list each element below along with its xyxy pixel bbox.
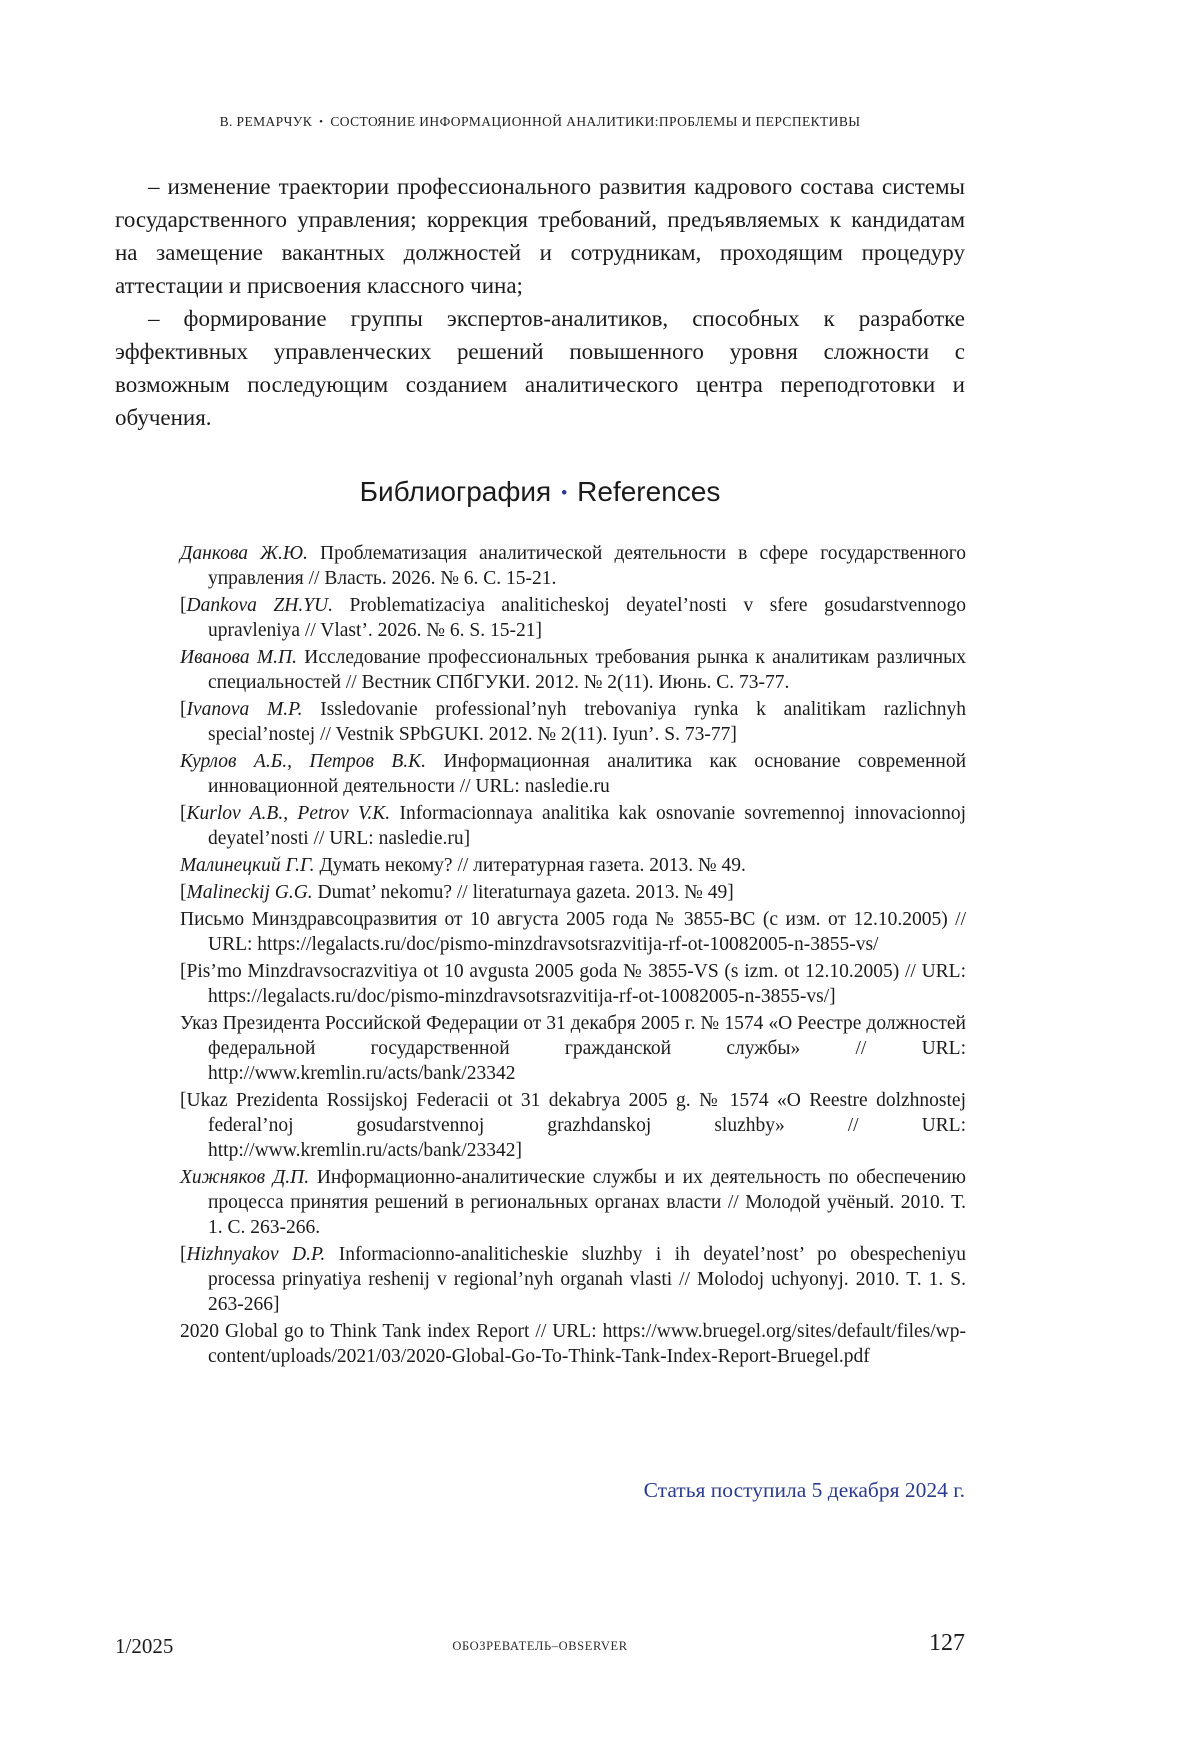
- body-paragraph-2: – формирование группы экспертов-аналитиков, способных к разработке эффективных управленческих решений повышенного уровня сложности с возможным последующим созданием аналитического центра переподготовки и обучения.: [115, 306, 965, 430]
- heading-bullet-icon: •: [561, 483, 568, 502]
- bibliography-entry: Письмо Минздравсоцразвития от 10 августа 2005 года № 3855-ВС (с изм. от 12.10.2005) // URL: https://legalacts.ru/doc/pismo-minzdravsotsrazvitija-rf-ot-10082005-n-3855-vs/: [180, 909, 966, 955]
- bibliography-entry: [Dankova ZH.YU. Problematizaciya analiticheskoj deyatel’nosti v sfere gosudarstvennogo upravleniya // Vlast’. 2026. № 6. S. 15-21]: [180, 595, 966, 641]
- bibliography-list: [180, 541, 966, 1371]
- bibliography-entry: Курлов А.Б., Петров В.К. Информационная аналитика как основание современной инновационной деятельности // URL: nasledie.ru: [180, 751, 967, 797]
- bibliography-entry-author: Данкова Ж.Ю.: [180, 543, 308, 564]
- bibliography-heading-ru: Библиография: [359, 476, 552, 507]
- bibliography-entry: [Malineckij G.G. Dumat’ nekomu? // literaturnaya gazeta. 2013. № 49]: [180, 882, 734, 903]
- bibliography-heading-en: References: [577, 476, 721, 507]
- running-header: [115, 114, 965, 130]
- running-header-title: СОСТОЯНИЕ ИНФОРМАЦИОННОЙ АНАЛИТИКИ:ПРОБЛЕМЫ И ПЕРСПЕКТИВЫ: [330, 114, 861, 129]
- received-note: Статья поступила 5 декабря 2024 г.: [643, 1478, 965, 1502]
- bibliography-entry-author: Kurlov A.B., Petrov V.K.: [186, 803, 391, 824]
- bibliography-heading: [115, 476, 965, 508]
- bibliography-entry-author: Malineckij G.G.: [186, 882, 313, 903]
- bibliography-entry: Малинецкий Г.Г. Думать некому? // литературная газета. 2013. № 49.: [180, 855, 746, 876]
- bibliography-entry-author: Dankova ZH.YU.: [186, 595, 334, 616]
- bibliography-entry-author: Малинецкий Г.Г.: [180, 855, 315, 876]
- bibliography-entry-author: Хижняков Д.П.: [180, 1167, 310, 1188]
- running-header-author: В. РЕМАРЧУК: [219, 114, 313, 129]
- bibliography-entry: [Ukaz Prezidenta Rossijskoj Federacii ot 31 dekabrya 2005 g. № 1574 «O Reestre dolzhnostej federal’noj gosudarstvennoj grazhdanskoj sluzhby» // URL: http://www.kremlin.ru/acts/bank/23342]: [180, 1090, 966, 1161]
- footer-page-number: 127: [929, 1630, 965, 1656]
- bibliography-entry: Данкова Ж.Ю. Проблематизация аналитической деятельности в сфере государственного управления // Власть. 2026. № 6. С. 15-21.: [180, 543, 966, 589]
- bibliography-entry-author: Иванова М.П.: [180, 647, 298, 668]
- bibliography-entry-author: Ivanova M.P.: [186, 699, 303, 720]
- bibliography-entry: Указ Президента Российской Федерации от 31 декабря 2005 г. № 1574 «О Реестре должностей федеральной государственной гражданской службы» // URL: http://www.kremlin.ru/acts/bank/23342: [180, 1013, 966, 1084]
- running-header-bullet-icon: •: [319, 116, 324, 128]
- article-body: [115, 170, 965, 434]
- footer-issue-number: 1/2025: [115, 1634, 174, 1658]
- page-footer: [115, 1630, 965, 1670]
- bibliography-entry: Иванова М.П. Исследование профессиональных требования рынка к аналитикам различных специальностей // Вестник СПбГУКИ. 2012. № 2(11). Июнь. С. 73-77.: [180, 647, 967, 693]
- bibliography-entry: 2020 Global go to Think Tank index Report // URL: https://www.bruegel.org/sites/default/files/wp-content/uploads/2021/03/2020-Global-Go-To-Think-Tank-Index-Report-Bruegel.pdf: [180, 1321, 966, 1367]
- footer-journal-title: ОБОЗРЕВАТЕЛЬ–OBSERVER: [452, 1639, 628, 1653]
- bibliography-entry-author: Hizhnyakov D.P.: [186, 1244, 326, 1265]
- bibliography-entry: [Ivanova M.P. Issledovanie professional’nyh trebovaniya rynka k analitikam razlichnyh special’nostej // Vestnik SPbGUKI. 2012. № 2(11). Iyun’. S. 73-77]: [180, 699, 966, 745]
- bibliography-entry: [Pis’mo Minzdravsocrazvitiya ot 10 avgusta 2005 goda № 3855-VS (s izm. ot 12.10.2005) // URL: https://legalacts.ru/doc/pismo-minzdravsotsrazvitija-rf-ot-10082005-n-3855-vs/]: [180, 961, 966, 1007]
- bibliography-entry: [Kurlov A.B., Petrov V.K. Informacionnaya analitika kak osnovanie sovremennoj innovacionnoj deyatel’nosti // URL: nasledie.ru]: [180, 803, 967, 849]
- body-paragraph-1: – изменение траектории профессионального развития кадрового состава системы государственного управления; коррекция требований, предъявляемых к кандидатам на замещение вакантных должностей и сотрудникам, проходящим процедуру аттестации и присвоения классного чина;: [115, 174, 965, 298]
- bibliography-entry: Хижняков Д.П. Информационно-аналитические службы и их деятельность по обеспечению процесса принятия решений в региональных органах власти // Молодой учёный. 2010. Т. 1. С. 263-266.: [180, 1167, 966, 1238]
- bibliography-entry-author: Курлов А.Б., Петров В.К.: [180, 751, 426, 772]
- bibliography-entry: [Hizhnyakov D.P. Informacionno-analiticheskie sluzhby i ih deyatel’nost’ po obespecheniyu processa prinyatiya reshenij v regional’nyh organah vlasti // Molodoj uchyonyj. 2010. T. 1. S. 263-266]: [180, 1244, 967, 1315]
